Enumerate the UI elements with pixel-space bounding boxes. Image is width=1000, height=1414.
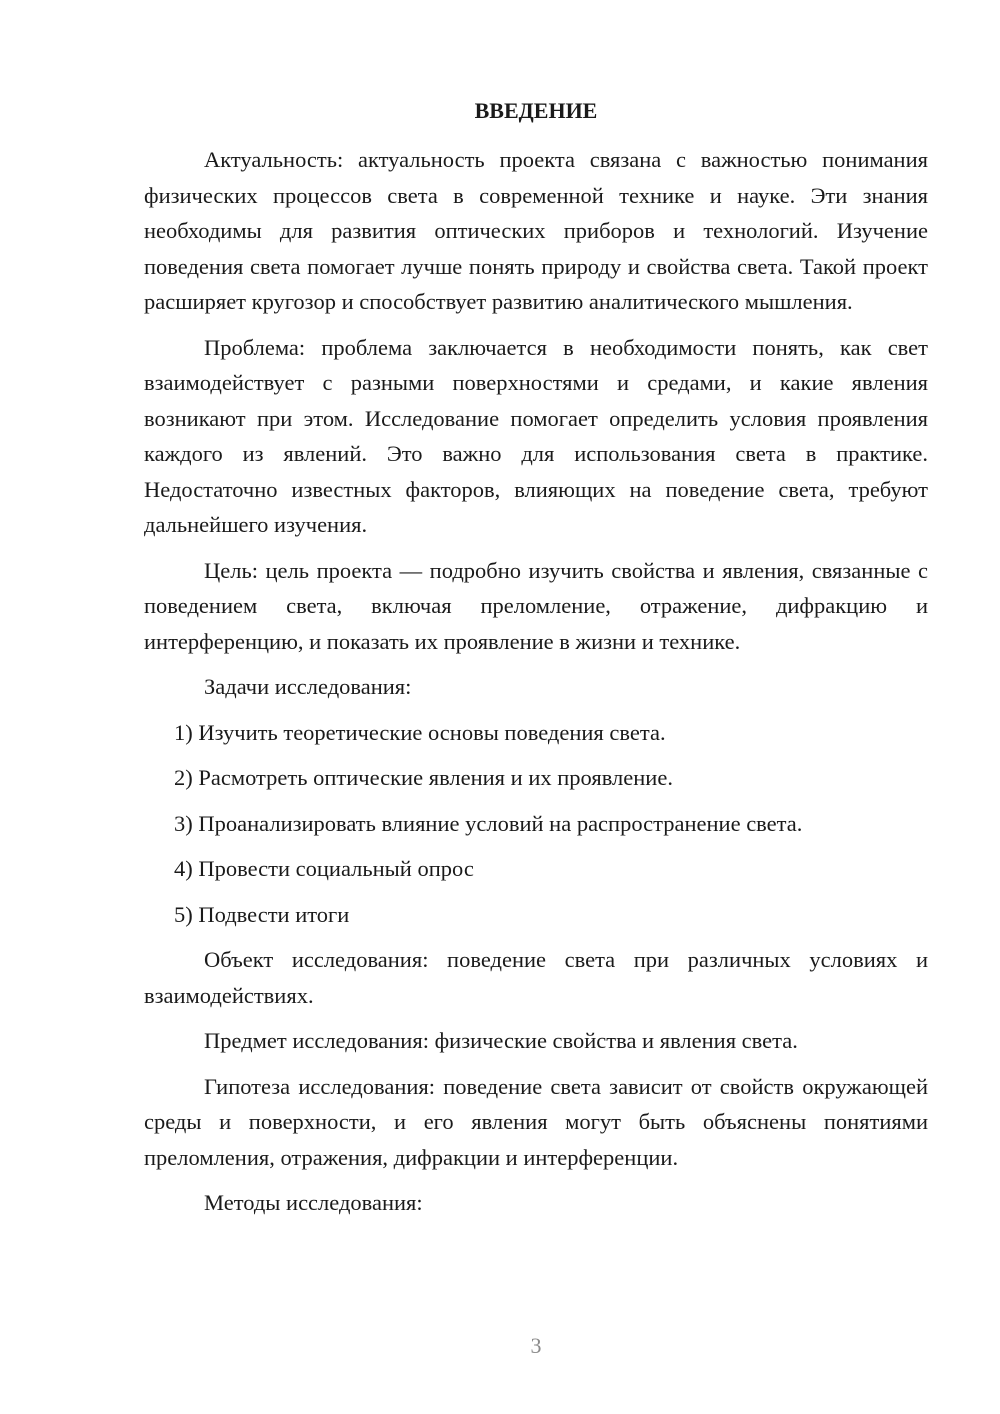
section-title: ВВЕДЕНИЕ xyxy=(474,98,598,123)
page-number: 3 xyxy=(530,1333,542,1358)
list-item xyxy=(174,897,928,933)
tasks-list xyxy=(144,715,928,933)
list-item xyxy=(174,851,928,887)
problem-paragraph: Проблема: проблема заключается в необходимости понять, как свет взаимодействует с разными поверхностями и средами, и какие явления возникают при этом. Исследование помогает определить условия проявления каждого из явлений. Это важно для использования света в практике. Недостаточно известных факторов, влияющих на поведение света, требуют дальнейшего изучения. xyxy=(144,334,928,537)
object-paragraph: Объект исследования: поведение света при различных условиях и взаимодействиях. xyxy=(144,947,928,1008)
list-item-text: Расмотреть оптические явления и их проявление. xyxy=(198,765,673,790)
goal-paragraph: Цель: цель проекта — подробно изучить свойства и явления, связанные с поведением света, включая преломление, отражение, дифракцию и интерференцию, и показать их проявление в жизни и технике. xyxy=(144,557,928,654)
list-item-number: 5) xyxy=(174,901,199,927)
methods-heading: Методы исследования: xyxy=(204,1190,423,1215)
hypothesis-paragraph: Гипотеза исследования: поведение света зависит от свойств окружающей среды и поверхности, и его явления могут быть объяснены понятиями преломления, отражения, дифракции и интерференции. xyxy=(144,1073,928,1170)
tasks-heading: Задачи исследования: xyxy=(204,674,412,699)
subject-paragraph: Предмет исследования: физические свойства и явления света. xyxy=(204,1028,798,1053)
list-item-number: 3) xyxy=(174,810,199,836)
list-item xyxy=(174,760,928,796)
document-body xyxy=(144,96,928,1231)
list-item-text: Провести социальный опрос xyxy=(198,856,474,881)
list-item-number: 2) xyxy=(174,765,199,790)
list-item-number: 4) xyxy=(174,856,199,881)
list-item-text: Изучить теоретические основы поведения света. xyxy=(198,719,666,745)
relevance-paragraph: Актуальность: актуальность проекта связана с важностью понимания физических процессов света в современной технике и науке. Эти знания необходимы для развития оптических приборов и технологий. Изучение поведения света помогает лучше понять природу и свойства света. Такой проект расширяет кругозор и способствует развитию аналитического мышления. xyxy=(144,147,928,314)
list-item xyxy=(174,715,928,751)
list-item xyxy=(174,806,928,842)
list-item-number: 1) xyxy=(174,719,199,745)
list-item-text: Подвести итоги xyxy=(198,901,350,927)
list-item-text: Проанализировать влияние условий на распространение света. xyxy=(198,810,803,836)
